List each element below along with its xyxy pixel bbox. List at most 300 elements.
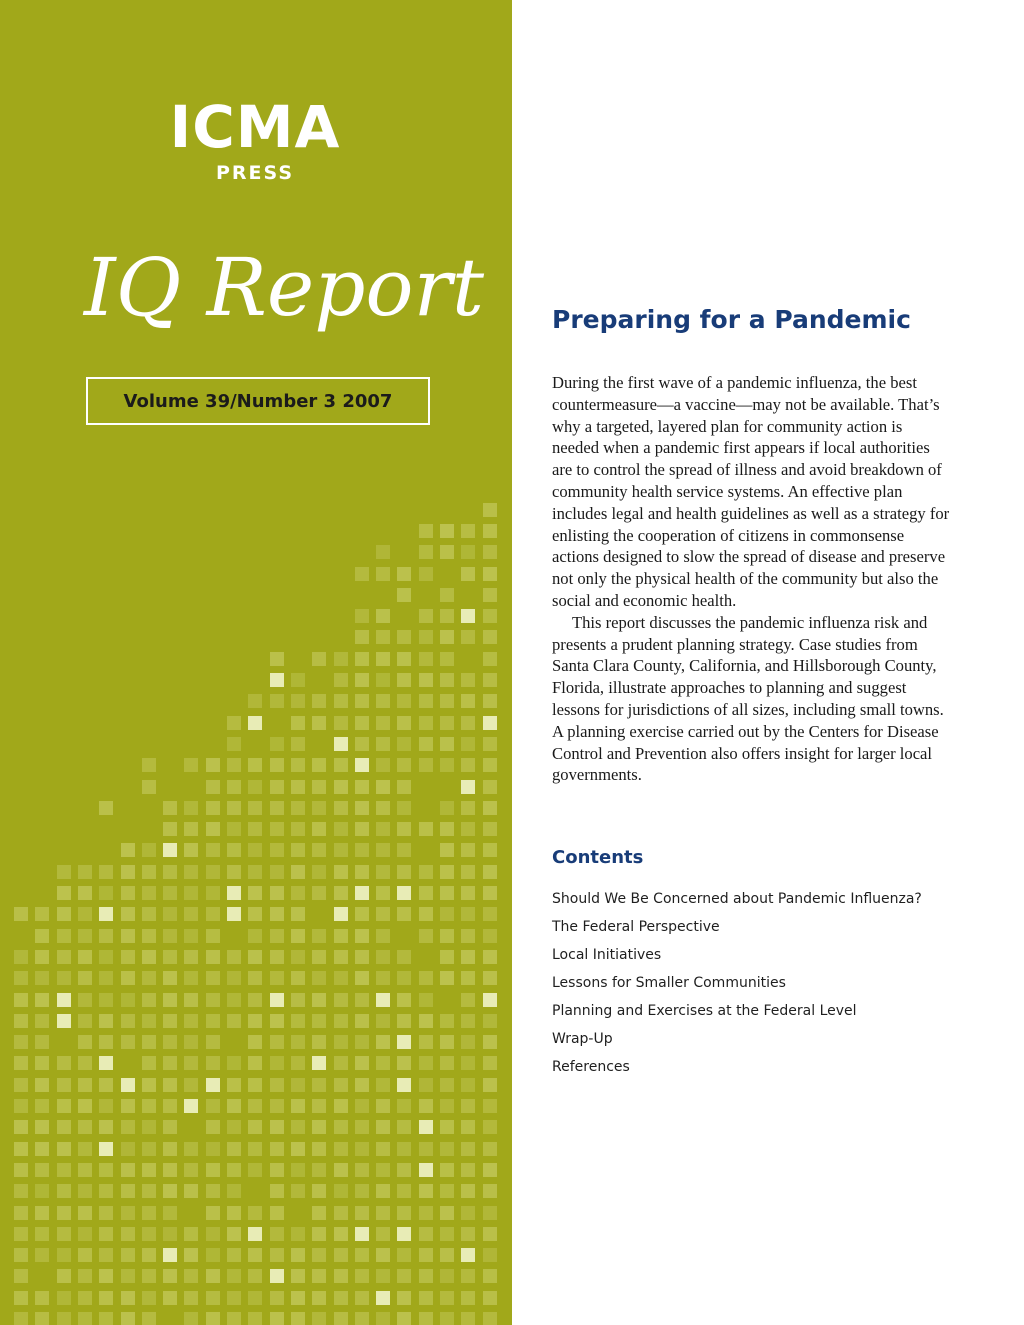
grid-square (440, 886, 454, 900)
report-summary (552, 372, 952, 786)
grid-square (483, 737, 497, 751)
grid-square (206, 993, 220, 1007)
grid-square (355, 673, 369, 687)
toc-item[interactable]: Lessons for Smaller Communities (552, 975, 786, 991)
grid-square (270, 1248, 284, 1262)
grid-square (461, 950, 475, 964)
grid-square (121, 865, 135, 879)
grid-square (461, 737, 475, 751)
grid-square (227, 1291, 241, 1305)
grid-square (312, 929, 326, 943)
grid-square (270, 1291, 284, 1305)
grid-square (419, 545, 433, 559)
grid-square (376, 929, 390, 943)
grid-square (121, 993, 135, 1007)
grid-square (57, 1163, 71, 1177)
grid-square (78, 1248, 92, 1262)
grid-square (440, 950, 454, 964)
grid-square (312, 1142, 326, 1156)
grid-square (184, 1035, 198, 1049)
grid-square (355, 929, 369, 943)
grid-square (291, 1035, 305, 1049)
grid-square (270, 1206, 284, 1220)
grid-square (461, 843, 475, 857)
grid-square (184, 822, 198, 836)
grid-square (440, 1120, 454, 1134)
grid-square (270, 1269, 284, 1283)
grid-square (78, 1163, 92, 1177)
grid-square (248, 1035, 262, 1049)
grid-square (78, 1291, 92, 1305)
grid-square (270, 1163, 284, 1177)
grid-square (397, 1269, 411, 1283)
toc-item[interactable]: Wrap-Up (552, 1031, 613, 1047)
grid-square (291, 737, 305, 751)
grid-square (78, 907, 92, 921)
grid-square (355, 1312, 369, 1325)
grid-square (483, 1035, 497, 1049)
grid-square (355, 1035, 369, 1049)
grid-square (227, 950, 241, 964)
grid-square (376, 673, 390, 687)
grid-square (206, 1184, 220, 1198)
grid-square (121, 929, 135, 943)
grid-square (419, 652, 433, 666)
grid-square (142, 1206, 156, 1220)
grid-square (355, 1056, 369, 1070)
grid-square (121, 1035, 135, 1049)
grid-square (206, 1078, 220, 1092)
grid-square (461, 1248, 475, 1262)
grid-square (184, 886, 198, 900)
grid-square (227, 822, 241, 836)
grid-square (163, 1227, 177, 1241)
grid-square (355, 865, 369, 879)
grid-square (206, 886, 220, 900)
grid-square (142, 1163, 156, 1177)
grid-square (99, 801, 113, 815)
grid-square (227, 843, 241, 857)
table-of-contents (552, 888, 972, 1084)
grid-square (334, 758, 348, 772)
grid-square (142, 1035, 156, 1049)
grid-square (270, 1227, 284, 1241)
grid-square (397, 673, 411, 687)
grid-square (121, 886, 135, 900)
grid-square (291, 886, 305, 900)
grid-square (206, 1291, 220, 1305)
grid-square (483, 822, 497, 836)
toc-item[interactable]: Planning and Exercises at the Federal Level (552, 1003, 857, 1019)
grid-square (121, 1312, 135, 1325)
grid-square (461, 630, 475, 644)
grid-square (270, 1142, 284, 1156)
grid-square (483, 567, 497, 581)
grid-square (206, 865, 220, 879)
grid-square (121, 843, 135, 857)
grid-square (334, 1269, 348, 1283)
grid-square (397, 588, 411, 602)
grid-square (78, 950, 92, 964)
grid-square (483, 1227, 497, 1241)
grid-square (248, 1099, 262, 1113)
grid-square (270, 1120, 284, 1134)
grid-square (355, 1163, 369, 1177)
toc-item[interactable]: Should We Be Concerned about Pandemic Influenza? (552, 891, 922, 907)
grid-square (248, 694, 262, 708)
grid-square (461, 545, 475, 559)
grid-square (440, 971, 454, 985)
grid-square (121, 1291, 135, 1305)
grid-square (483, 1248, 497, 1262)
grid-square (291, 1120, 305, 1134)
grid-square (227, 1142, 241, 1156)
grid-square (376, 737, 390, 751)
grid-square (355, 1142, 369, 1156)
grid-square (334, 780, 348, 794)
grid-square (483, 630, 497, 644)
grid-square (99, 1184, 113, 1198)
grid-square (483, 907, 497, 921)
grid-square (227, 1312, 241, 1325)
grid-square (440, 1099, 454, 1113)
grid-square (334, 865, 348, 879)
grid-square (461, 1163, 475, 1177)
grid-square (376, 1099, 390, 1113)
grid-square (206, 929, 220, 943)
grid-square (184, 1227, 198, 1241)
grid-square (312, 950, 326, 964)
grid-square (163, 1163, 177, 1177)
contents-heading: Contents (552, 847, 644, 868)
grid-square (376, 886, 390, 900)
grid-square (355, 1120, 369, 1134)
grid-square (419, 886, 433, 900)
grid-square (227, 886, 241, 900)
grid-square (206, 907, 220, 921)
grid-square (163, 1099, 177, 1113)
grid-square (142, 971, 156, 985)
grid-square (206, 1014, 220, 1028)
grid-square (291, 1078, 305, 1092)
grid-square (397, 1248, 411, 1262)
grid-square (483, 1206, 497, 1220)
grid-square (35, 1014, 49, 1028)
grid-square (248, 1312, 262, 1325)
report-title: Preparing for a Pandemic (552, 305, 911, 334)
grid-square (419, 929, 433, 943)
grid-square (461, 1035, 475, 1049)
grid-square (440, 694, 454, 708)
grid-square (483, 1014, 497, 1028)
grid-square (35, 993, 49, 1007)
grid-square (270, 993, 284, 1007)
grid-square (35, 1206, 49, 1220)
grid-square (291, 1291, 305, 1305)
grid-square (78, 886, 92, 900)
toc-item[interactable]: The Federal Perspective (552, 919, 720, 935)
logo-text: ICMA (169, 93, 341, 161)
grid-square (14, 1078, 28, 1092)
grid-square (355, 1227, 369, 1241)
grid-square (461, 1078, 475, 1092)
grid-square (227, 737, 241, 751)
toc-item[interactable]: References (552, 1059, 630, 1075)
grid-square (57, 1078, 71, 1092)
grid-square (440, 652, 454, 666)
grid-square (99, 971, 113, 985)
grid-square (57, 971, 71, 985)
grid-square (270, 822, 284, 836)
grid-square (440, 907, 454, 921)
grid-square (14, 1099, 28, 1113)
grid-square (184, 971, 198, 985)
grid-square (334, 1291, 348, 1305)
grid-square (163, 1056, 177, 1070)
grid-square (270, 1014, 284, 1028)
grid-square (270, 907, 284, 921)
grid-square (334, 1184, 348, 1198)
grid-square (291, 694, 305, 708)
icma-press-logo (130, 93, 380, 184)
grid-square (440, 1248, 454, 1262)
grid-square (376, 694, 390, 708)
grid-square (14, 1184, 28, 1198)
grid-square (248, 865, 262, 879)
grid-square (121, 1163, 135, 1177)
grid-square (248, 843, 262, 857)
grid-square (483, 1120, 497, 1134)
grid-square (419, 1163, 433, 1177)
grid-square (376, 545, 390, 559)
grid-square (227, 1078, 241, 1092)
grid-square (334, 1248, 348, 1262)
grid-square (248, 758, 262, 772)
grid-square (206, 801, 220, 815)
grid-square (419, 993, 433, 1007)
grid-square (248, 1227, 262, 1241)
grid-square (461, 1227, 475, 1241)
grid-square (291, 1248, 305, 1262)
grid-square (419, 1056, 433, 1070)
grid-square (312, 1227, 326, 1241)
grid-square (35, 1078, 49, 1092)
grid-square (376, 1056, 390, 1070)
grid-square (57, 1014, 71, 1028)
grid-square (206, 1269, 220, 1283)
grid-square (248, 1206, 262, 1220)
grid-square (227, 1206, 241, 1220)
grid-square (184, 1142, 198, 1156)
grid-square (440, 1163, 454, 1177)
grid-square (376, 1206, 390, 1220)
grid-square (312, 1014, 326, 1028)
grid-square (184, 1014, 198, 1028)
grid-square (78, 1227, 92, 1241)
grid-square (291, 950, 305, 964)
grid-square (99, 950, 113, 964)
grid-square (376, 1312, 390, 1325)
grid-square (248, 1269, 262, 1283)
grid-square (440, 1142, 454, 1156)
grid-square (14, 1120, 28, 1134)
grid-square (355, 1206, 369, 1220)
grid-square (440, 1056, 454, 1070)
grid-square (376, 609, 390, 623)
grid-square (355, 1291, 369, 1305)
grid-square (397, 567, 411, 581)
grid-square (419, 694, 433, 708)
grid-square (312, 1248, 326, 1262)
grid-square (376, 1142, 390, 1156)
grid-square (291, 801, 305, 815)
grid-square (121, 1078, 135, 1092)
grid-square (206, 1248, 220, 1262)
grid-square (142, 950, 156, 964)
grid-square (376, 780, 390, 794)
grid-square (270, 1184, 284, 1198)
grid-square (461, 694, 475, 708)
grid-square (483, 1163, 497, 1177)
grid-square (397, 1291, 411, 1305)
grid-square (163, 1078, 177, 1092)
grid-square (270, 758, 284, 772)
grid-square (78, 971, 92, 985)
grid-square (397, 630, 411, 644)
grid-square (355, 758, 369, 772)
grid-square (334, 950, 348, 964)
grid-square (227, 716, 241, 730)
grid-square (121, 971, 135, 985)
grid-square (291, 993, 305, 1007)
grid-square (184, 950, 198, 964)
grid-square (163, 843, 177, 857)
grid-square (440, 630, 454, 644)
grid-square (376, 950, 390, 964)
grid-square (142, 929, 156, 943)
grid-square (78, 1206, 92, 1220)
grid-square (206, 971, 220, 985)
grid-square (14, 1163, 28, 1177)
grid-square (163, 907, 177, 921)
grid-square (14, 1206, 28, 1220)
grid-square (78, 1056, 92, 1070)
grid-square (227, 780, 241, 794)
grid-square (99, 1142, 113, 1156)
grid-square (206, 843, 220, 857)
grid-square (14, 1056, 28, 1070)
grid-square (142, 1269, 156, 1283)
grid-square (461, 801, 475, 815)
grid-square (376, 1014, 390, 1028)
grid-square (334, 993, 348, 1007)
grid-square (163, 950, 177, 964)
grid-square (483, 503, 497, 517)
grid-square (270, 737, 284, 751)
grid-square (440, 1227, 454, 1241)
grid-square (248, 1014, 262, 1028)
grid-square (334, 1099, 348, 1113)
grid-square (142, 758, 156, 772)
grid-square (355, 907, 369, 921)
grid-square (419, 1206, 433, 1220)
grid-square (461, 1056, 475, 1070)
grid-square (227, 1163, 241, 1177)
grid-square (227, 1120, 241, 1134)
grid-square (312, 993, 326, 1007)
grid-square (227, 865, 241, 879)
grid-square (440, 865, 454, 879)
grid-square (355, 737, 369, 751)
grid-square (419, 1269, 433, 1283)
toc-item[interactable]: Local Initiatives (552, 947, 662, 963)
grid-square (483, 1269, 497, 1283)
grid-square (355, 843, 369, 857)
grid-square (291, 822, 305, 836)
grid-square (483, 1142, 497, 1156)
grid-square (291, 673, 305, 687)
grid-square (397, 694, 411, 708)
grid-square (206, 1206, 220, 1220)
grid-square (184, 929, 198, 943)
grid-square (355, 822, 369, 836)
grid-square (334, 843, 348, 857)
grid-square (35, 950, 49, 964)
grid-square (227, 1099, 241, 1113)
grid-square (206, 1163, 220, 1177)
grid-square (184, 1312, 198, 1325)
grid-square (184, 1269, 198, 1283)
grid-square (376, 1184, 390, 1198)
volume-box (86, 377, 430, 425)
grid-square (419, 1291, 433, 1305)
grid-square (184, 993, 198, 1007)
grid-square (248, 716, 262, 730)
grid-square (312, 1206, 326, 1220)
grid-square (334, 1078, 348, 1092)
grid-square (312, 694, 326, 708)
grid-square (355, 1184, 369, 1198)
grid-square (142, 843, 156, 857)
grid-square (142, 1227, 156, 1241)
grid-square (483, 780, 497, 794)
grid-square (376, 801, 390, 815)
grid-square (57, 1120, 71, 1134)
grid-square (483, 545, 497, 559)
grid-square (35, 907, 49, 921)
grid-square (163, 929, 177, 943)
grid-square (35, 1120, 49, 1134)
grid-square (206, 1142, 220, 1156)
grid-square (206, 950, 220, 964)
grid-square (355, 780, 369, 794)
grid-square (99, 1120, 113, 1134)
grid-square (206, 1120, 220, 1134)
grid-square (291, 971, 305, 985)
grid-square (397, 1078, 411, 1092)
grid-square (397, 758, 411, 772)
grid-square (99, 929, 113, 943)
grid-square (78, 865, 92, 879)
grid-square (206, 1099, 220, 1113)
grid-square (312, 886, 326, 900)
grid-square (99, 865, 113, 879)
grid-square (227, 993, 241, 1007)
grid-square (334, 694, 348, 708)
grid-square (397, 1163, 411, 1177)
grid-square (440, 1206, 454, 1220)
grid-square (419, 1014, 433, 1028)
